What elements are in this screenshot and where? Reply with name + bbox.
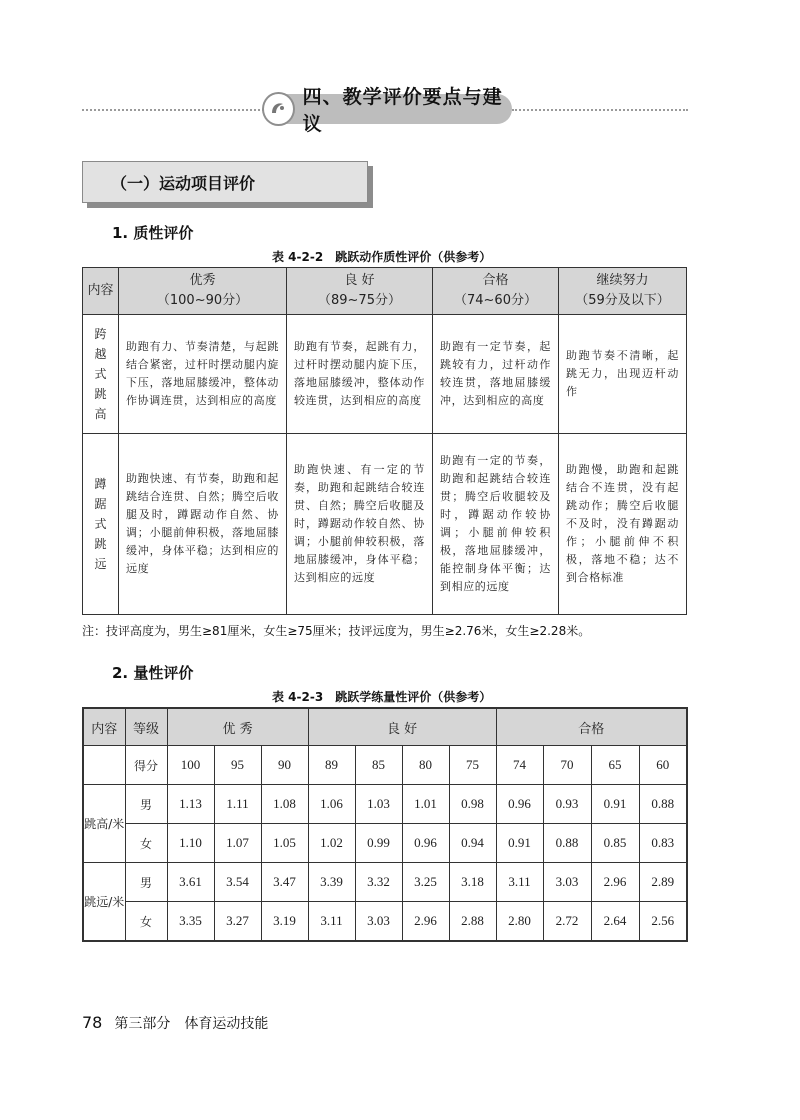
value-cell: 3.27 [214,902,261,942]
score-cell: 60 [639,746,687,785]
table-cell: 助跑快速、有一定的节奏，助跑和起跳结合较连贯、自然；腾空后收腿及时，蹲踞动作较自然、协调；小腿前伸较积极，落地屈膝缓冲，身体平稳；达到相应的远度 [287,434,433,615]
score-cell: 74 [496,746,543,785]
value-cell: 3.25 [402,863,449,902]
level-range: （74~60分） [454,293,537,308]
value-cell: 1.13 [167,785,214,824]
value-cell: 3.61 [167,863,214,902]
header-pass [433,268,559,315]
value-cell: 0.83 [639,824,687,863]
sex-label: 男 [125,785,167,824]
subsection-box [82,161,368,203]
value-cell: 1.02 [308,824,355,863]
value-cell: 1.06 [308,785,355,824]
value-cell: 0.98 [449,785,496,824]
table-cell: 助跑有力、节奏清楚，与起跳结合紧密，过杆时摆动腿内旋下压，落地屈膝缓冲，整体动作协调连贯，达到相应的高度 [119,315,287,434]
quantitative-heading: 2. 量性评价 [112,664,194,682]
value-cell: 2.64 [591,902,639,942]
table-cell: 助跑有一定节奏，起跳较有力，过杆动作较连贯，落地屈膝缓冲，达到相应的高度 [433,315,559,434]
value-cell: 1.01 [402,785,449,824]
value-cell: 1.05 [261,824,308,863]
level-name: 优秀 [189,273,216,288]
value-cell: 0.96 [402,824,449,863]
table-cell: 助跑有节奏，起跳有力，过杆时摆动腿内旋下压，落地屈膝缓冲，整体动作较连贯，达到相应的高度 [287,315,433,434]
value-cell: 0.91 [496,824,543,863]
divider-right [512,109,688,111]
value-cell: 2.89 [639,863,687,902]
header-level: 等级 [125,708,167,746]
table-header-row [83,268,687,315]
level-name: 良 好 [344,273,375,288]
level-range: （89~75分） [318,293,401,308]
value-cell: 2.88 [449,902,496,942]
value-cell: 0.94 [449,824,496,863]
quantitative-table [82,707,688,942]
value-cell: 1.03 [355,785,402,824]
score-cell: 65 [591,746,639,785]
value-cell: 3.32 [355,863,402,902]
value-cell: 2.72 [543,902,591,942]
subsection-title: （一）运动项目评价 [111,173,256,193]
sex-label: 女 [125,824,167,863]
table-cell: 助跑快速、有节奏，助跑和起跳结合连贯、自然；腾空后收腿及时，蹲踞动作自然、协调；小腿前伸积极，落地屈膝缓冲，身体平稳；达到相应的远度 [119,434,287,615]
value-cell: 0.88 [543,824,591,863]
row-item: 蹲踞式跳远 [83,434,119,615]
table-row [83,824,687,863]
value-cell: 2.56 [639,902,687,942]
group-header-row [83,708,687,746]
value-cell: 3.18 [449,863,496,902]
score-label: 得分 [125,746,167,785]
divider-left [82,109,268,111]
table-row [83,315,687,434]
value-cell: 3.35 [167,902,214,942]
value-cell: 2.96 [402,902,449,942]
sex-label: 男 [125,863,167,902]
value-cell: 0.99 [355,824,402,863]
level-name: 继续努力 [596,273,649,288]
value-cell: 3.54 [214,863,261,902]
score-cell: 100 [167,746,214,785]
item-long-jump: 跳远/米 [83,863,125,942]
value-cell: 0.93 [543,785,591,824]
value-cell: 2.96 [591,863,639,902]
section-title: 四、教学评价要点与建议 [302,86,503,135]
value-cell: 0.88 [639,785,687,824]
runner-icon [262,92,295,126]
row-item: 跨越式跳高 [83,315,119,434]
score-cell: 85 [355,746,402,785]
header-good [287,268,433,315]
group-pass: 合格 [496,708,687,746]
score-cell: 75 [449,746,496,785]
value-cell: 0.85 [591,824,639,863]
value-cell: 2.80 [496,902,543,942]
score-cell: 89 [308,746,355,785]
level-name: 合格 [482,273,509,288]
table-4-2-3-caption: 表 4-2-3 跳跃学练量性评价（供参考） [272,690,492,704]
table-row [83,785,687,824]
value-cell: 0.91 [591,785,639,824]
value-cell: 1.08 [261,785,308,824]
table-row [83,863,687,902]
qualitative-table [82,267,687,615]
value-cell: 0.96 [496,785,543,824]
header-content: 内容 [83,268,119,315]
table-note: 注：技评高度为，男生≥81厘米，女生≥75厘米；技评远度为，男生≥2.76米，女生≥2.28米。 [82,624,591,638]
value-cell: 1.11 [214,785,261,824]
table-cell: 助跑节奏不清晰，起跳无力，出现迈杆动作 [559,315,687,434]
value-cell: 3.03 [543,863,591,902]
page-footer [82,1013,268,1033]
group-good: 良 好 [308,708,496,746]
value-cell: 3.03 [355,902,402,942]
table-4-2-2-caption: 表 4-2-2 跳跃动作质性评价（供参考） [272,250,492,264]
level-range: （100~90分） [156,293,249,308]
header-keep-trying [559,268,687,315]
value-cell: 3.11 [496,863,543,902]
value-cell: 3.19 [261,902,308,942]
table-row [83,902,687,942]
qualitative-heading: 1. 质性评价 [112,224,194,242]
value-cell: 3.11 [308,902,355,942]
table-cell: 助跑慢，助跑和起跳结合不连贯，没有起跳动作；腾空后收腿不及时，没有蹲踞动作；小腿前伸不积极，落地不稳；达不到合格标准 [559,434,687,615]
value-cell: 1.10 [167,824,214,863]
header-content: 内容 [83,708,125,746]
group-excellent: 优 秀 [167,708,308,746]
score-cell: 70 [543,746,591,785]
level-range: （59分及以下） [575,293,670,308]
value-cell: 1.07 [214,824,261,863]
sex-label: 女 [125,902,167,942]
table-cell: 助跑有一定的节奏，助跑和起跳结合较连贯；腾空后收腿较及时，蹲踞动作较协调；小腿前伸较积极，落地屈膝缓冲，能控制身体平衡；达到相应的远度 [433,434,559,615]
score-row [83,746,687,785]
item-high-jump: 跳高/米 [83,785,125,863]
empty-cell [83,746,125,785]
header-excellent [119,268,287,315]
value-cell: 3.39 [308,863,355,902]
page-number: 78 [82,1013,103,1032]
score-cell: 95 [214,746,261,785]
footer-text: 第三部分 体育运动技能 [114,1016,269,1032]
score-cell: 90 [261,746,308,785]
score-cell: 80 [402,746,449,785]
section-banner [264,86,512,135]
table-row [83,434,687,615]
value-cell: 3.47 [261,863,308,902]
